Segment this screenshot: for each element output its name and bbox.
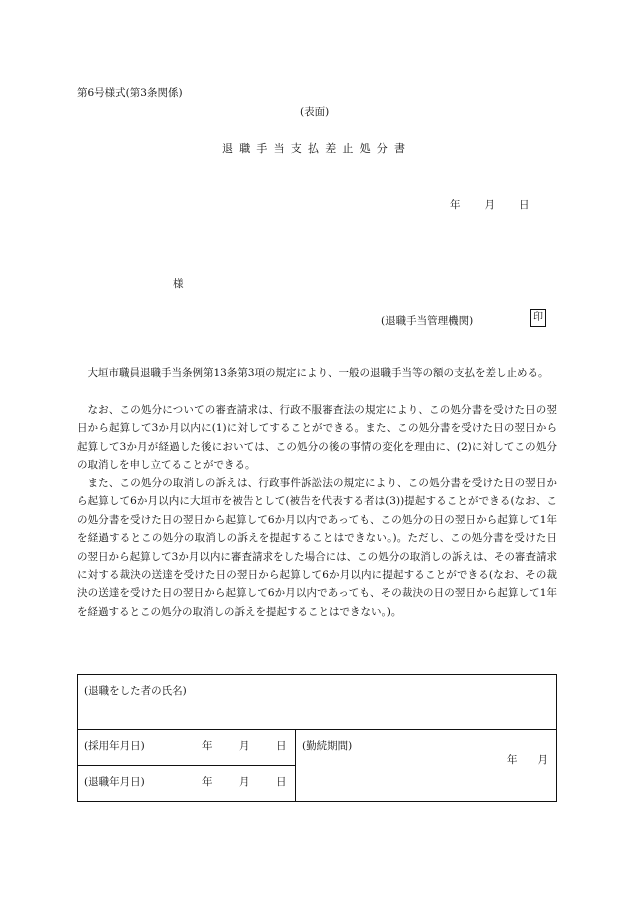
hire-day-unit: 日 (276, 740, 287, 752)
retiree-info-table (77, 674, 557, 802)
hire-year-unit: 年 (202, 740, 213, 752)
retire-date-label: (退職年月日) (84, 776, 145, 788)
hire-date-label: (採用年月日) (84, 740, 145, 752)
issue-date (450, 197, 554, 212)
date-day-unit: 日 (519, 199, 530, 211)
addressee-suffix: 様 (173, 278, 184, 290)
authority-label: (退職手当管理機関) (381, 315, 474, 327)
seal-mark: 印 (530, 309, 546, 327)
paragraph-suspension: 大垣市職員退職手当条例第13条第3項の規定により、一般の退職手当等の額の支払を差し止める。 (87, 367, 549, 379)
retire-day-unit: 日 (276, 776, 287, 788)
date-month-unit: 月 (484, 199, 495, 211)
tenure-year-unit: 年 (507, 754, 518, 766)
hire-month-unit: 月 (239, 740, 250, 752)
retire-date-cell (78, 766, 296, 802)
tenure-period (487, 752, 548, 767)
retiree-name-cell (78, 675, 557, 730)
retiree-name-label: (退職をした者の氏名) (84, 685, 187, 697)
tenure-month-unit: 月 (537, 754, 548, 766)
hire-date-cell (78, 730, 296, 766)
document-title: 退職手当支払差止処分書 (222, 142, 412, 155)
form-number: 第6号様式(第3条関係) (77, 87, 183, 99)
paragraph-lawsuit: また、この処分の取消しの訴えは、行政事件訴訟法の規定により、この処分書を受けた日の翌日から起算して6か月以内に大垣市を被告として(被告を代表する者は(3))提起することができる(なお、この処分書を受けた日の翌日から起算して6か月以内であっても、この処分の日の翌日から起算して1年を経過するとこの処分の取消しの訴えを提起することはできない。)。ただし、この処分書を受けた日の翌日から起算して3か月以内に審査請求をした場合には、この処分の取消しの訴えは、その審査請求に対する裁決の送達を受けた日の翌日から起算して6か月以内に提起することができる(なお、その裁決の送達を受けた日の翌日から起算して6か月以内であっても、その裁決の日の翌日から起算して1年を経過するとこの処分の取消しの訴えを提起することはできない。)。 (77, 477, 557, 618)
retire-month-unit: 月 (239, 776, 250, 788)
tenure-label: (勤続期間) (302, 740, 353, 752)
retire-year-unit: 年 (202, 776, 213, 788)
tenure-cell (296, 730, 557, 802)
date-year-unit: 年 (450, 199, 461, 211)
paragraph-review-request: なお、この処分についての審査請求は、行政不服審査法の規定により、この処分書を受けた日の翌日から起算して3か月以内に(1)に対してすることができる。また、この処分書を受けた日の翌日から起算して3か月が経過した後においては、この処分の後の事情の変化を理由に、(2)に対してこの処分の取消しを申し立てることができる。 (77, 404, 557, 472)
face-label: (表面) (300, 106, 330, 118)
